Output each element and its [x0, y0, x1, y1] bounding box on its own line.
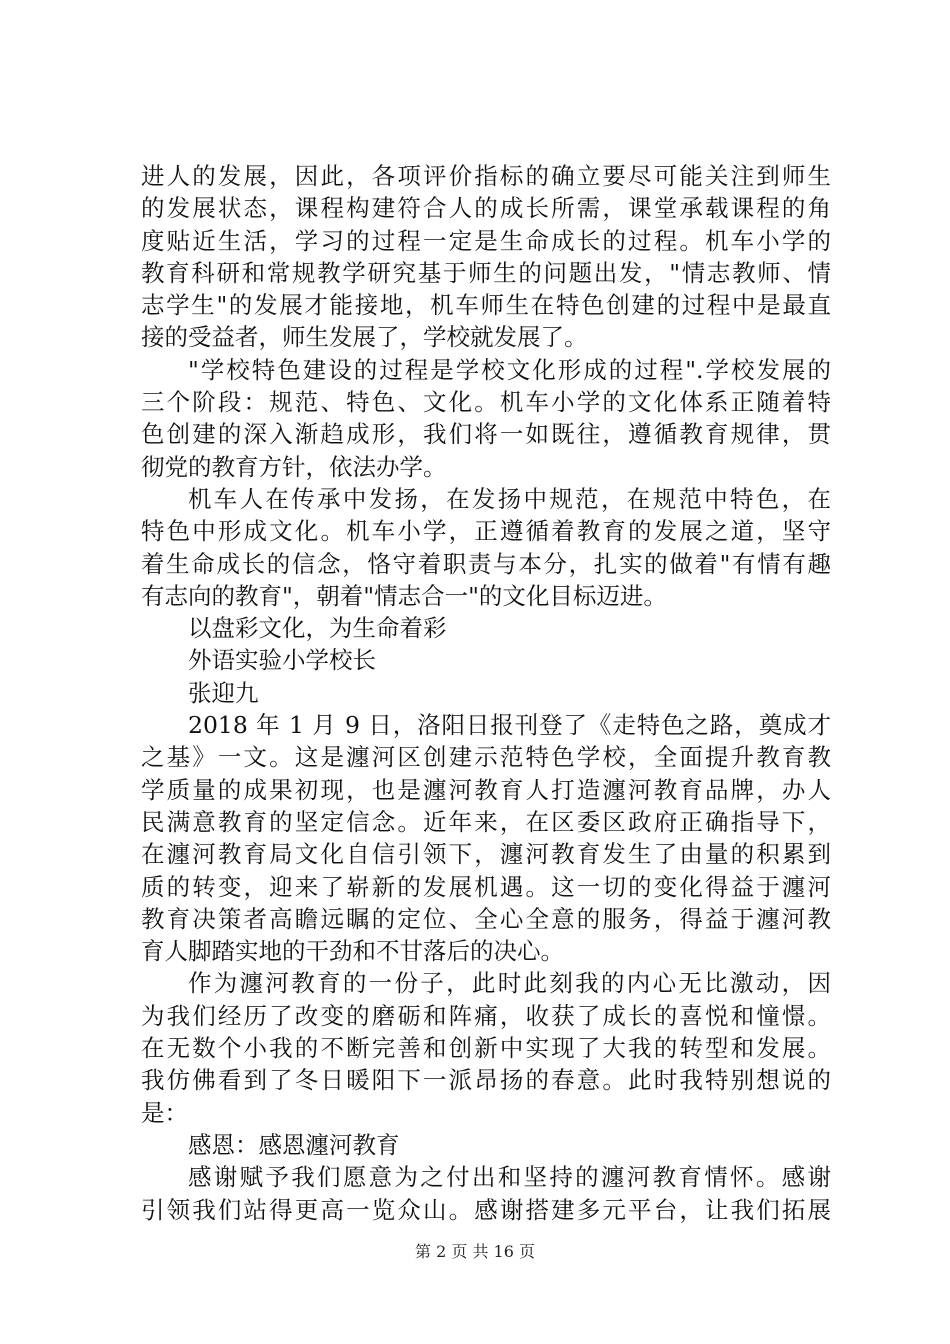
text-line: 作为瀍河教育的一份子，此时此刻我的内心无比激动，因 — [188, 969, 831, 998]
page-footer — [0, 1242, 950, 1262]
text-line: 度贴近生活，学习的过程一定是生命成长的过程。机车小学的 — [141, 226, 831, 255]
text-line: 色创建的深入渐趋成形，我们将一如既往，遵循教育规律，贯 — [141, 420, 831, 449]
text-line: 有志向的教育"，朝着"情志合一"的文化目标迈进。 — [141, 581, 667, 610]
author-title: 外语实验小学校长 — [188, 646, 376, 675]
author-name: 张迎九 — [188, 678, 259, 707]
text-line: 是： — [141, 1098, 188, 1127]
page-number: 第 2 页 共 16 页 — [415, 1242, 535, 1261]
text-line: 之基》一文。这是瀍河区创建示范特色学校，全面提升教育教 — [141, 743, 831, 772]
document-body — [141, 160, 831, 1226]
text-line: 志学生"的发展才能接地，机车师生在特色创建的过程中是最直 — [141, 291, 831, 320]
text-line: 教育科研和常规教学研究基于师生的问题出发，"情志教师、情 — [141, 258, 831, 287]
text-line: 着生命成长的信念，恪守着职责与本分，扎实的做着"有情有趣 — [141, 549, 831, 578]
text-line: 教育决策者高瞻远瞩的定位、全心全意的服务，得益于瀍河教 — [141, 904, 831, 933]
text-line: 在无数个小我的不断完善和创新中实现了大我的转型和发展。 — [141, 1034, 831, 1063]
section-title: 以盘彩文化，为生命着彩 — [188, 614, 447, 643]
text-line: 质的转变，迎来了崭新的发展机遇。这一切的变化得益于瀍河 — [141, 872, 831, 901]
text-line: 三个阶段：规范、特色、文化。机车小学的文化体系正随着特 — [141, 388, 831, 417]
text-line: 我仿佛看到了冬日暖阳下一派昂扬的春意。此时我特别想说的 — [141, 1066, 831, 1095]
text-line: 为我们经历了改变的磨砺和阵痛，收获了成长的喜悦和憧憬。 — [141, 1001, 831, 1030]
text-line: 学质量的成果初现，也是瀍河教育人打造瀍河教育品牌，办人 — [141, 775, 831, 804]
text-line: "学校特色建设的过程是学校文化形成的过程".学校发展的 — [188, 355, 831, 384]
text-line: 彻党的教育方针，依法办学。 — [141, 452, 447, 481]
text-line: 感谢赋予我们愿意为之付出和坚持的瀍河教育情怀。感谢 — [188, 1163, 831, 1192]
text-line: 2018 年 1 月 9 日，洛阳日报刊登了《走特色之路，奠成才 — [188, 711, 831, 740]
text-line: 在瀍河教育局文化自信引领下，瀍河教育发生了由量的积累到 — [141, 840, 831, 869]
text-line: 接的受益者，师生发展了，学校就发展了。 — [141, 323, 588, 352]
text-line: 特色中形成文化。机车小学，正遵循着教育的发展之道，坚守 — [141, 517, 831, 546]
text-line: 育人脚踏实地的干劲和不甘落后的决心。 — [141, 937, 564, 966]
text-line: 引领我们站得更高一览众山。感谢搭建多元平台，让我们拓展 — [141, 1195, 831, 1224]
text-line: 进人的发展，因此，各项评价指标的确立要尽可能关注到师生 — [141, 162, 831, 190]
subsection-heading: 感恩：感恩瀍河教育 — [188, 1130, 400, 1159]
text-line: 的发展状态，课程构建符合人的成长所需，课堂承载课程的角 — [141, 194, 831, 223]
text-line: 机车人在传承中发扬，在发扬中规范，在规范中特色，在 — [188, 484, 831, 513]
text-line: 民满意教育的坚定信念。近年来，在区委区政府正确指导下， — [141, 807, 831, 836]
